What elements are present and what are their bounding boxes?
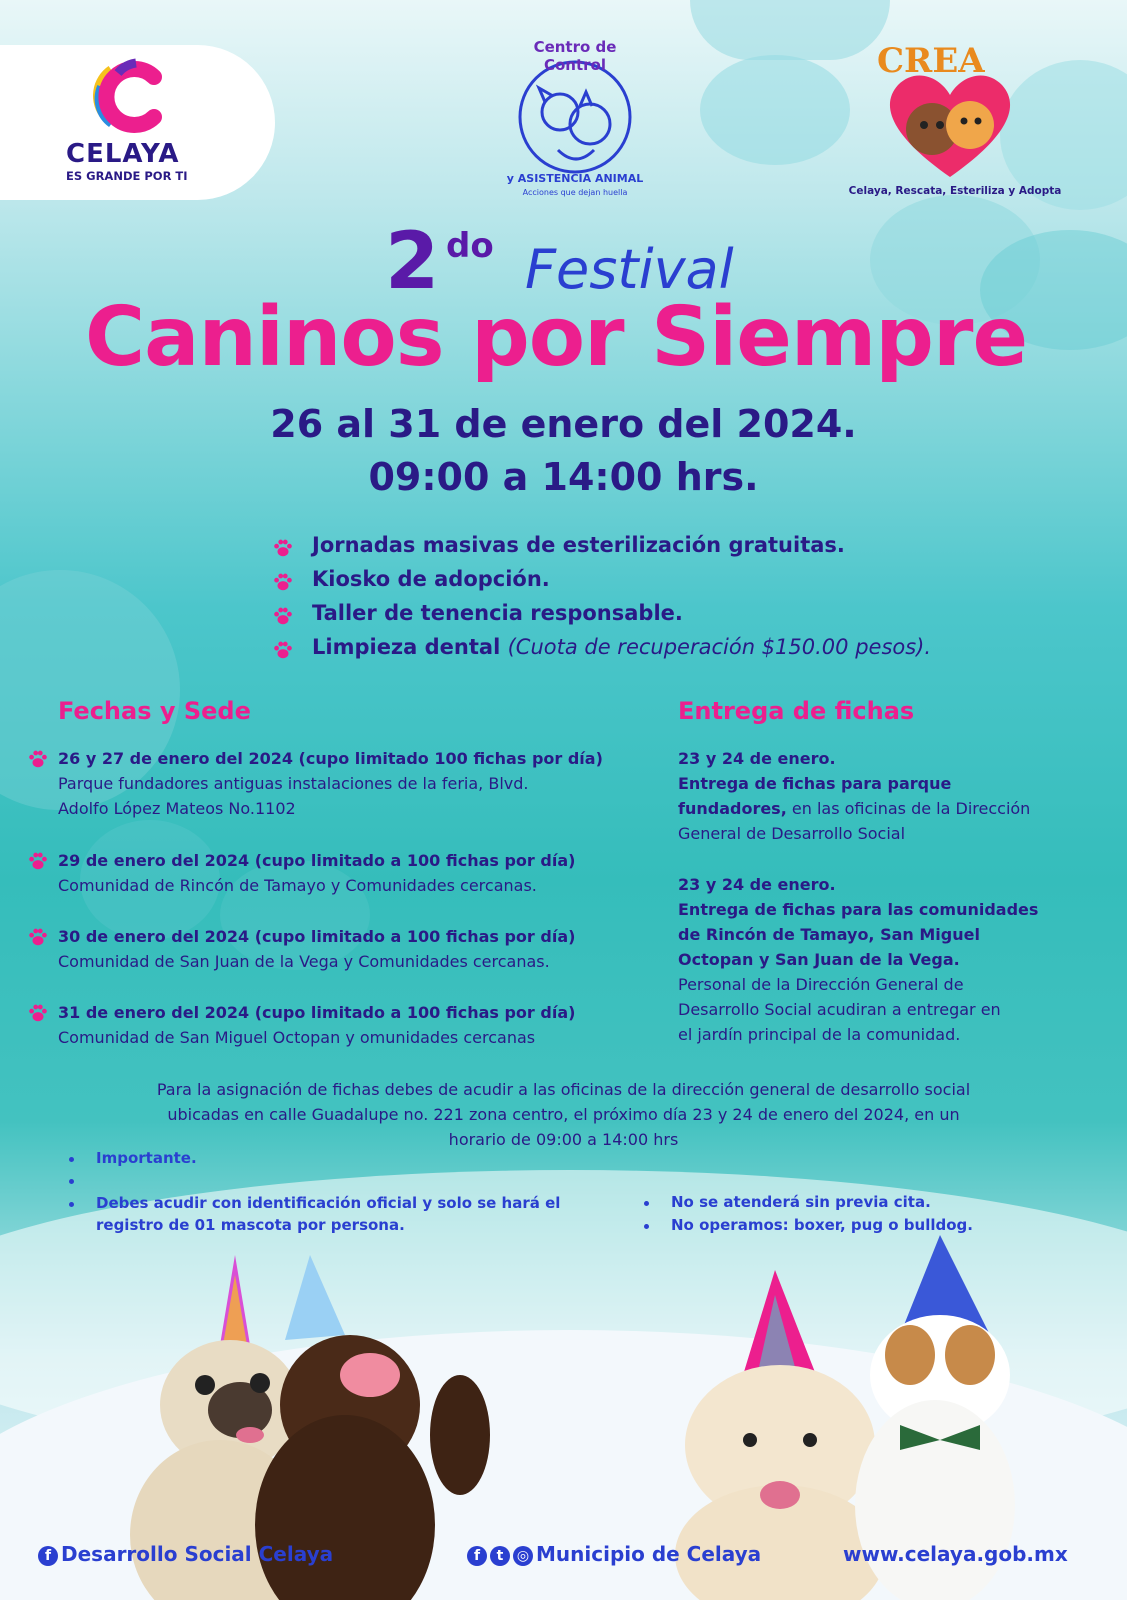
entrega-text: Personal de la Dirección General de bbox=[678, 975, 964, 994]
entrega-text: el jardín principal de la comunidad. bbox=[678, 1025, 961, 1044]
important-note: registro de 01 mascota por persona. bbox=[96, 1216, 405, 1234]
service-item bbox=[312, 533, 845, 557]
paw-icon bbox=[272, 571, 294, 593]
entrega-text: Octopan y San Juan de la Vega. bbox=[678, 950, 960, 969]
celaya-name: CELAYA bbox=[66, 139, 180, 169]
paw-icon bbox=[27, 748, 49, 770]
service-item bbox=[312, 601, 683, 625]
event-hours: 09:00 a 14:00 hrs. bbox=[368, 455, 759, 499]
paw-icon bbox=[272, 605, 294, 627]
service-note: (Cuota de recuperación $150.00 pesos). bbox=[507, 635, 932, 659]
fecha-venue: Comunidad de San Juan de la Vega y Comunidades cercanas. bbox=[58, 952, 550, 971]
facebook-icon: f bbox=[38, 1546, 58, 1566]
title-ordinal-number: 2 bbox=[385, 217, 440, 307]
fecha-venue: Parque fundadores antiguas instalaciones de la feria, Blvd. bbox=[58, 774, 529, 793]
footer-social-right[interactable] bbox=[467, 1542, 761, 1566]
entrega-text: de Rincón de Tamayo, San Miguel bbox=[678, 925, 980, 944]
control-slogan: Acciones que dejan huella bbox=[522, 188, 628, 197]
fecha-venue: Comunidad de Rincón de Tamayo y Comunidades cercanas. bbox=[58, 876, 537, 895]
paw-icon bbox=[272, 639, 294, 661]
crea-logo bbox=[848, 35, 1062, 215]
entrega-text bbox=[678, 796, 1030, 821]
assignment-line: Para la asignación de fichas debes de acudir a las oficinas de la dirección general de desarrollo social bbox=[156, 1080, 971, 1099]
celaya-logo-icon bbox=[92, 57, 172, 135]
paw-icon bbox=[27, 1002, 49, 1024]
centro-control-logo bbox=[490, 32, 660, 202]
important-note: Importante. bbox=[96, 1149, 197, 1167]
paw-icon bbox=[27, 850, 49, 872]
service-text: Limpieza dental bbox=[312, 635, 501, 659]
important-note: No operamos: boxer, pug o bulldog. bbox=[671, 1216, 973, 1234]
celaya-tagline: ES GRANDE POR TI bbox=[66, 169, 188, 183]
fechas-heading: Fechas y Sede bbox=[58, 697, 251, 725]
important-note: No se atenderá sin previa cita. bbox=[671, 1193, 931, 1211]
bullet-dot bbox=[644, 1224, 649, 1229]
fecha-venue: Adolfo López Mateos No.1102 bbox=[58, 799, 296, 818]
service-item bbox=[312, 635, 931, 659]
twitter-icon: t bbox=[490, 1546, 510, 1566]
facebook-icon: f bbox=[467, 1546, 487, 1566]
title-festival: Festival bbox=[525, 238, 734, 301]
fecha-venue: Comunidad de San Miguel Octopan y omunidades cercanas bbox=[58, 1028, 536, 1047]
bullet-dot bbox=[69, 1157, 74, 1162]
bullet-dot bbox=[69, 1202, 74, 1207]
entrega-text: Entrega de fichas para las comunidades bbox=[678, 900, 1039, 919]
footer-social-right-label: Municipio de Celaya bbox=[536, 1542, 762, 1566]
entrega-text: General de Desarrollo Social bbox=[678, 824, 906, 843]
footer-website-link[interactable]: www.celaya.gob.mx bbox=[843, 1542, 1068, 1566]
bg-blob bbox=[700, 55, 850, 165]
footer-social-left[interactable] bbox=[38, 1542, 333, 1566]
paw-icon bbox=[272, 537, 294, 559]
title-ordinal-suffix: do bbox=[446, 226, 494, 266]
bullet-dot bbox=[69, 1179, 74, 1184]
control-title-top: Centro de Control bbox=[533, 38, 617, 74]
crea-tagline: Celaya, Rescata, Esteriliza y Adopta bbox=[848, 185, 1062, 197]
entrega-text: 23 y 24 de enero. bbox=[678, 875, 836, 894]
celaya-logo-card bbox=[0, 45, 275, 200]
footer-social-left-label: Desarrollo Social Celaya bbox=[61, 1542, 334, 1566]
entrega-heading: Entrega de fichas bbox=[678, 697, 915, 725]
service-text: Taller de tenencia responsable. bbox=[312, 601, 683, 625]
entrega-bold-fragment: fundadores, bbox=[678, 799, 787, 818]
bullet-dot bbox=[644, 1201, 649, 1206]
fecha-date: 26 y 27 de enero del 2024 (cupo limitado 100 fichas por día) bbox=[58, 749, 603, 768]
entrega-fragment: en las oficinas de la Dirección bbox=[786, 799, 1031, 818]
entrega-text: Desarrollo Social acudiran a entregar en bbox=[678, 1000, 1001, 1019]
service-text: Jornadas masivas de esterilización gratuitas. bbox=[312, 533, 845, 557]
entrega-text: 23 y 24 de enero. bbox=[678, 749, 836, 768]
fecha-date: 30 de enero del 2024 (cupo limitado a 100 fichas por día) bbox=[58, 927, 576, 946]
assignment-line: ubicadas en calle Guadalupe no. 221 zona centro, el próximo día 23 y 24 de enero del 2024, en un bbox=[167, 1105, 960, 1124]
fecha-date: 31 de enero del 2024 (cupo limitado a 100 fichas por día) bbox=[58, 1003, 576, 1022]
paw-icon bbox=[27, 926, 49, 948]
service-text: Kiosko de adopción. bbox=[312, 567, 550, 591]
important-note: Debes acudir con identificación oficial y solo se hará el bbox=[96, 1194, 561, 1212]
assignment-line: horario de 09:00 a 14:00 hrs bbox=[448, 1130, 679, 1149]
service-item bbox=[312, 567, 550, 591]
title-event-name: Caninos por Siempre bbox=[85, 290, 1028, 385]
entrega-text: Entrega de fichas para parque bbox=[678, 774, 952, 793]
heart-pets-icon bbox=[880, 65, 1020, 185]
instagram-icon: ◎ bbox=[513, 1546, 533, 1566]
event-dates: 26 al 31 de enero del 2024. bbox=[270, 402, 857, 446]
crea-name: CREA bbox=[877, 41, 985, 81]
control-title-bottom: y ASISTENCIA ANIMAL bbox=[506, 172, 644, 185]
fecha-date: 29 de enero del 2024 (cupo limitado a 100 fichas por día) bbox=[58, 851, 576, 870]
